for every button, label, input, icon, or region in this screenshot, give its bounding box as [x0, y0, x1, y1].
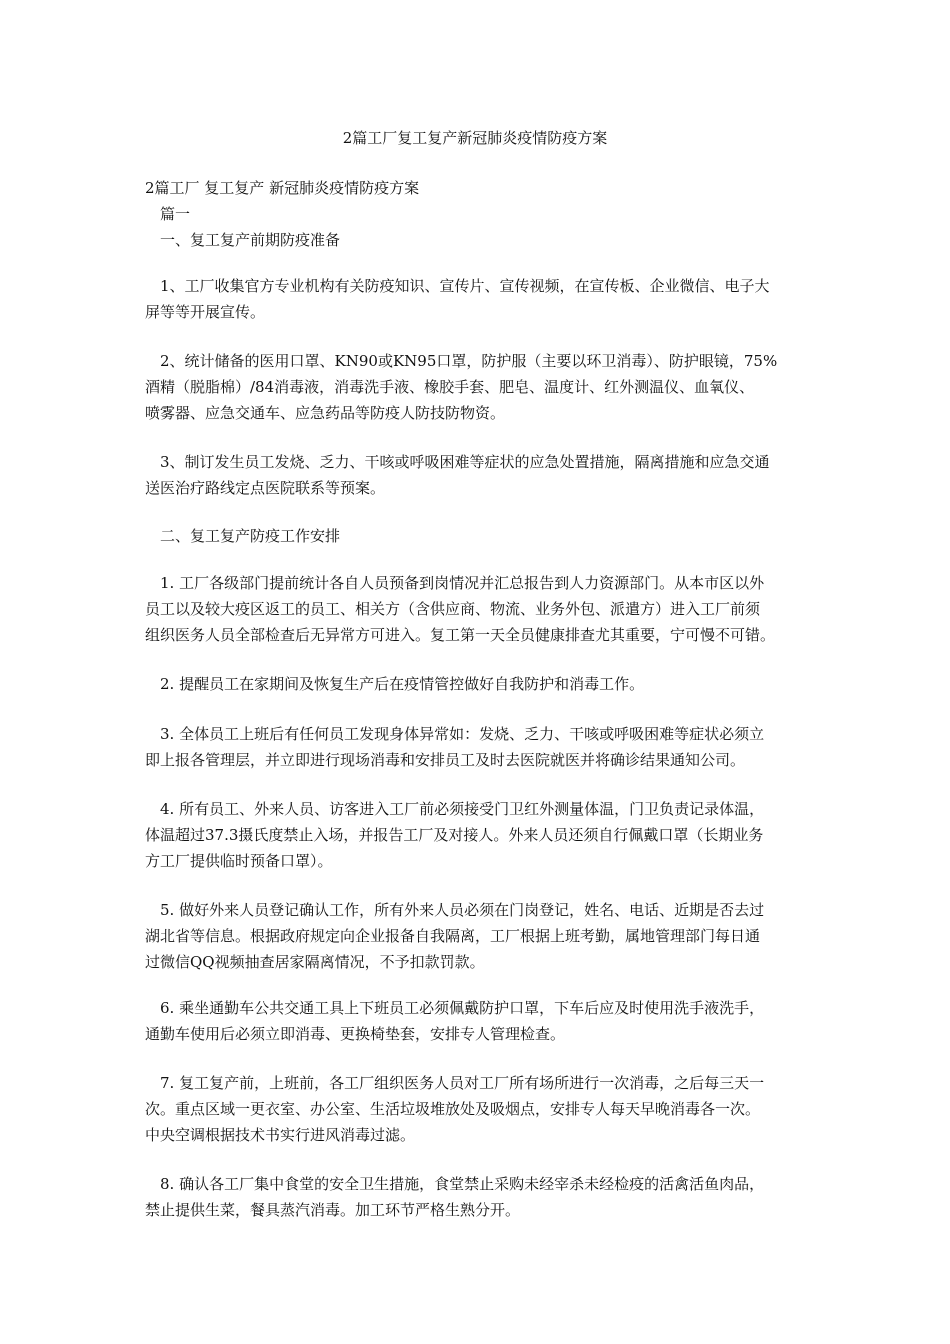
- paragraph-line: 4. 所有员工、外来人员、访客进入工厂前必须接受门卫红外测量体温，门卫负责记录体温，: [160, 800, 765, 818]
- paragraph-line: 员工以及较大疫区返工的员工、相关方（含供应商、物流、业务外包、派遣方）进入工厂前须: [145, 600, 761, 618]
- heading-block: [145, 175, 817, 253]
- paragraph-line: 2. 提醒员工在家期间及恢复生产后在疫情管控做好自我防护和消毒工作。: [160, 675, 645, 693]
- paragraph-work-5: [145, 897, 817, 975]
- paragraph-work-6: [145, 995, 817, 1047]
- paragraph-line: 6. 乘坐通勤车公共交通工具上下班员工必须佩戴防护口罩，下车后应及时使用洗手液洗手，: [160, 999, 765, 1017]
- paragraph-line: 禁止提供生菜，餐具蒸汽消毒。加工环节严格生熟分开。: [145, 1201, 521, 1219]
- paragraph-line: 喷雾器、应急交通车、应急药品等防疫人防技防物资。: [145, 404, 506, 422]
- paragraph-work-4: [145, 796, 817, 874]
- paragraph-line: 酒精（脱脂棉）/84消毒液，消毒洗手液、橡胶手套、肥皂、温度计、红外测温仪、血氧仪、: [145, 378, 755, 396]
- paragraph-work-2: [145, 671, 817, 697]
- paragraph-line: 8. 确认各工厂集中食堂的安全卫生措施，食堂禁止采购未经宰杀未经检疫的活禽活鱼肉品，: [160, 1175, 765, 1193]
- paragraph-prep-1: [145, 273, 817, 325]
- paragraph-line: 1. 工厂各级部门提前统计各自人员预备到岗情况并汇总报告到人力资源部门。从本市区以外: [160, 574, 765, 592]
- paragraph-line: 即上报各管理层，并立即进行现场消毒和安排员工及时去医院就医并将确诊结果通知公司。: [145, 751, 746, 769]
- paragraph-line: 屏等等开展宣传。: [145, 303, 266, 321]
- paragraph-line: 体温超过37.3摄氏度禁止入场，并报告工厂及对接人。外来人员还须自行佩戴口罩（长期业务: [145, 826, 764, 844]
- paragraph-prep-3: [145, 449, 817, 501]
- paragraph-prep-2: [145, 348, 817, 426]
- paragraph-line: 中央空调根据技术书实行进风消毒过滤。: [145, 1126, 416, 1144]
- paragraph-line: 1、工厂收集官方专业机构有关防疫知识、宣传片、宣传视频，在宣传板、企业微信、电子大: [160, 277, 770, 295]
- paragraph-line: 3、制订发生员工发烧、乏力、干咳或呼吸困难等症状的应急处置措施，隔离措施和应急交通: [160, 453, 770, 471]
- section-heading-1: 一、复工复产前期防疫准备: [160, 231, 341, 249]
- paragraph-work-8: [145, 1171, 817, 1223]
- paragraph-line: 3. 全体员工上班后有任何员工发现身体异常如：发烧、乏力、干咳或呼吸困难等症状必须立: [160, 725, 765, 743]
- paragraph-work-1: [145, 570, 817, 648]
- section-heading-2-block: [145, 523, 817, 549]
- paragraph-line: 5. 做好外来人员登记确认工作，所有外来人员必须在门岗登记，姓名、电话、近期是否去过: [160, 901, 765, 919]
- paragraph-line: 通勤车使用后必须立即消毒、更换椅垫套，安排专人管理检查。: [145, 1025, 566, 1043]
- paragraph-line: 组织医务人员全部检查后无异常方可进入。复工第一天全员健康排查尤其重要，宁可慢不可错。: [145, 626, 776, 644]
- paragraph-line: 7. 复工复产前，上班前，各工厂组织医务人员对工厂所有场所进行一次消毒，之后每三天一: [160, 1074, 765, 1092]
- paragraph-line: 送医治疗路线定点医院联系等预案。: [145, 479, 386, 497]
- document-title: 2篇工厂复工复产新冠肺炎疫情防疫方案: [342, 129, 608, 147]
- document-subtitle: 2篇工厂 复工复产 新冠肺炎疫情防疫方案: [145, 179, 420, 197]
- section-heading-2: 二、复工复产防疫工作安排: [160, 527, 341, 545]
- paragraph-work-3: [145, 721, 817, 773]
- paragraph-line: 方工厂提供临时预备口罩）。: [145, 852, 333, 870]
- paragraph-work-7: [145, 1070, 817, 1148]
- part-label: 篇一: [160, 205, 191, 223]
- paragraph-line: 湖北省等信息。根据政府规定向企业报备自我隔离，工厂根据上班考勤，属地管理部门每日通: [145, 927, 761, 945]
- paragraph-line: 次。重点区域一更衣室、办公室、生活垃圾堆放处及吸烟点，安排专人每天早晚消毒各一次。: [145, 1100, 761, 1118]
- paragraph-line: 过微信QQ视频抽查居家隔离情况，不予扣款罚款。: [145, 953, 485, 971]
- paragraph-line: 2、统计储备的医用口罩、KN90或KN95口罩，防护服（主要以环卫消毒）、防护眼镜，75%: [160, 352, 778, 370]
